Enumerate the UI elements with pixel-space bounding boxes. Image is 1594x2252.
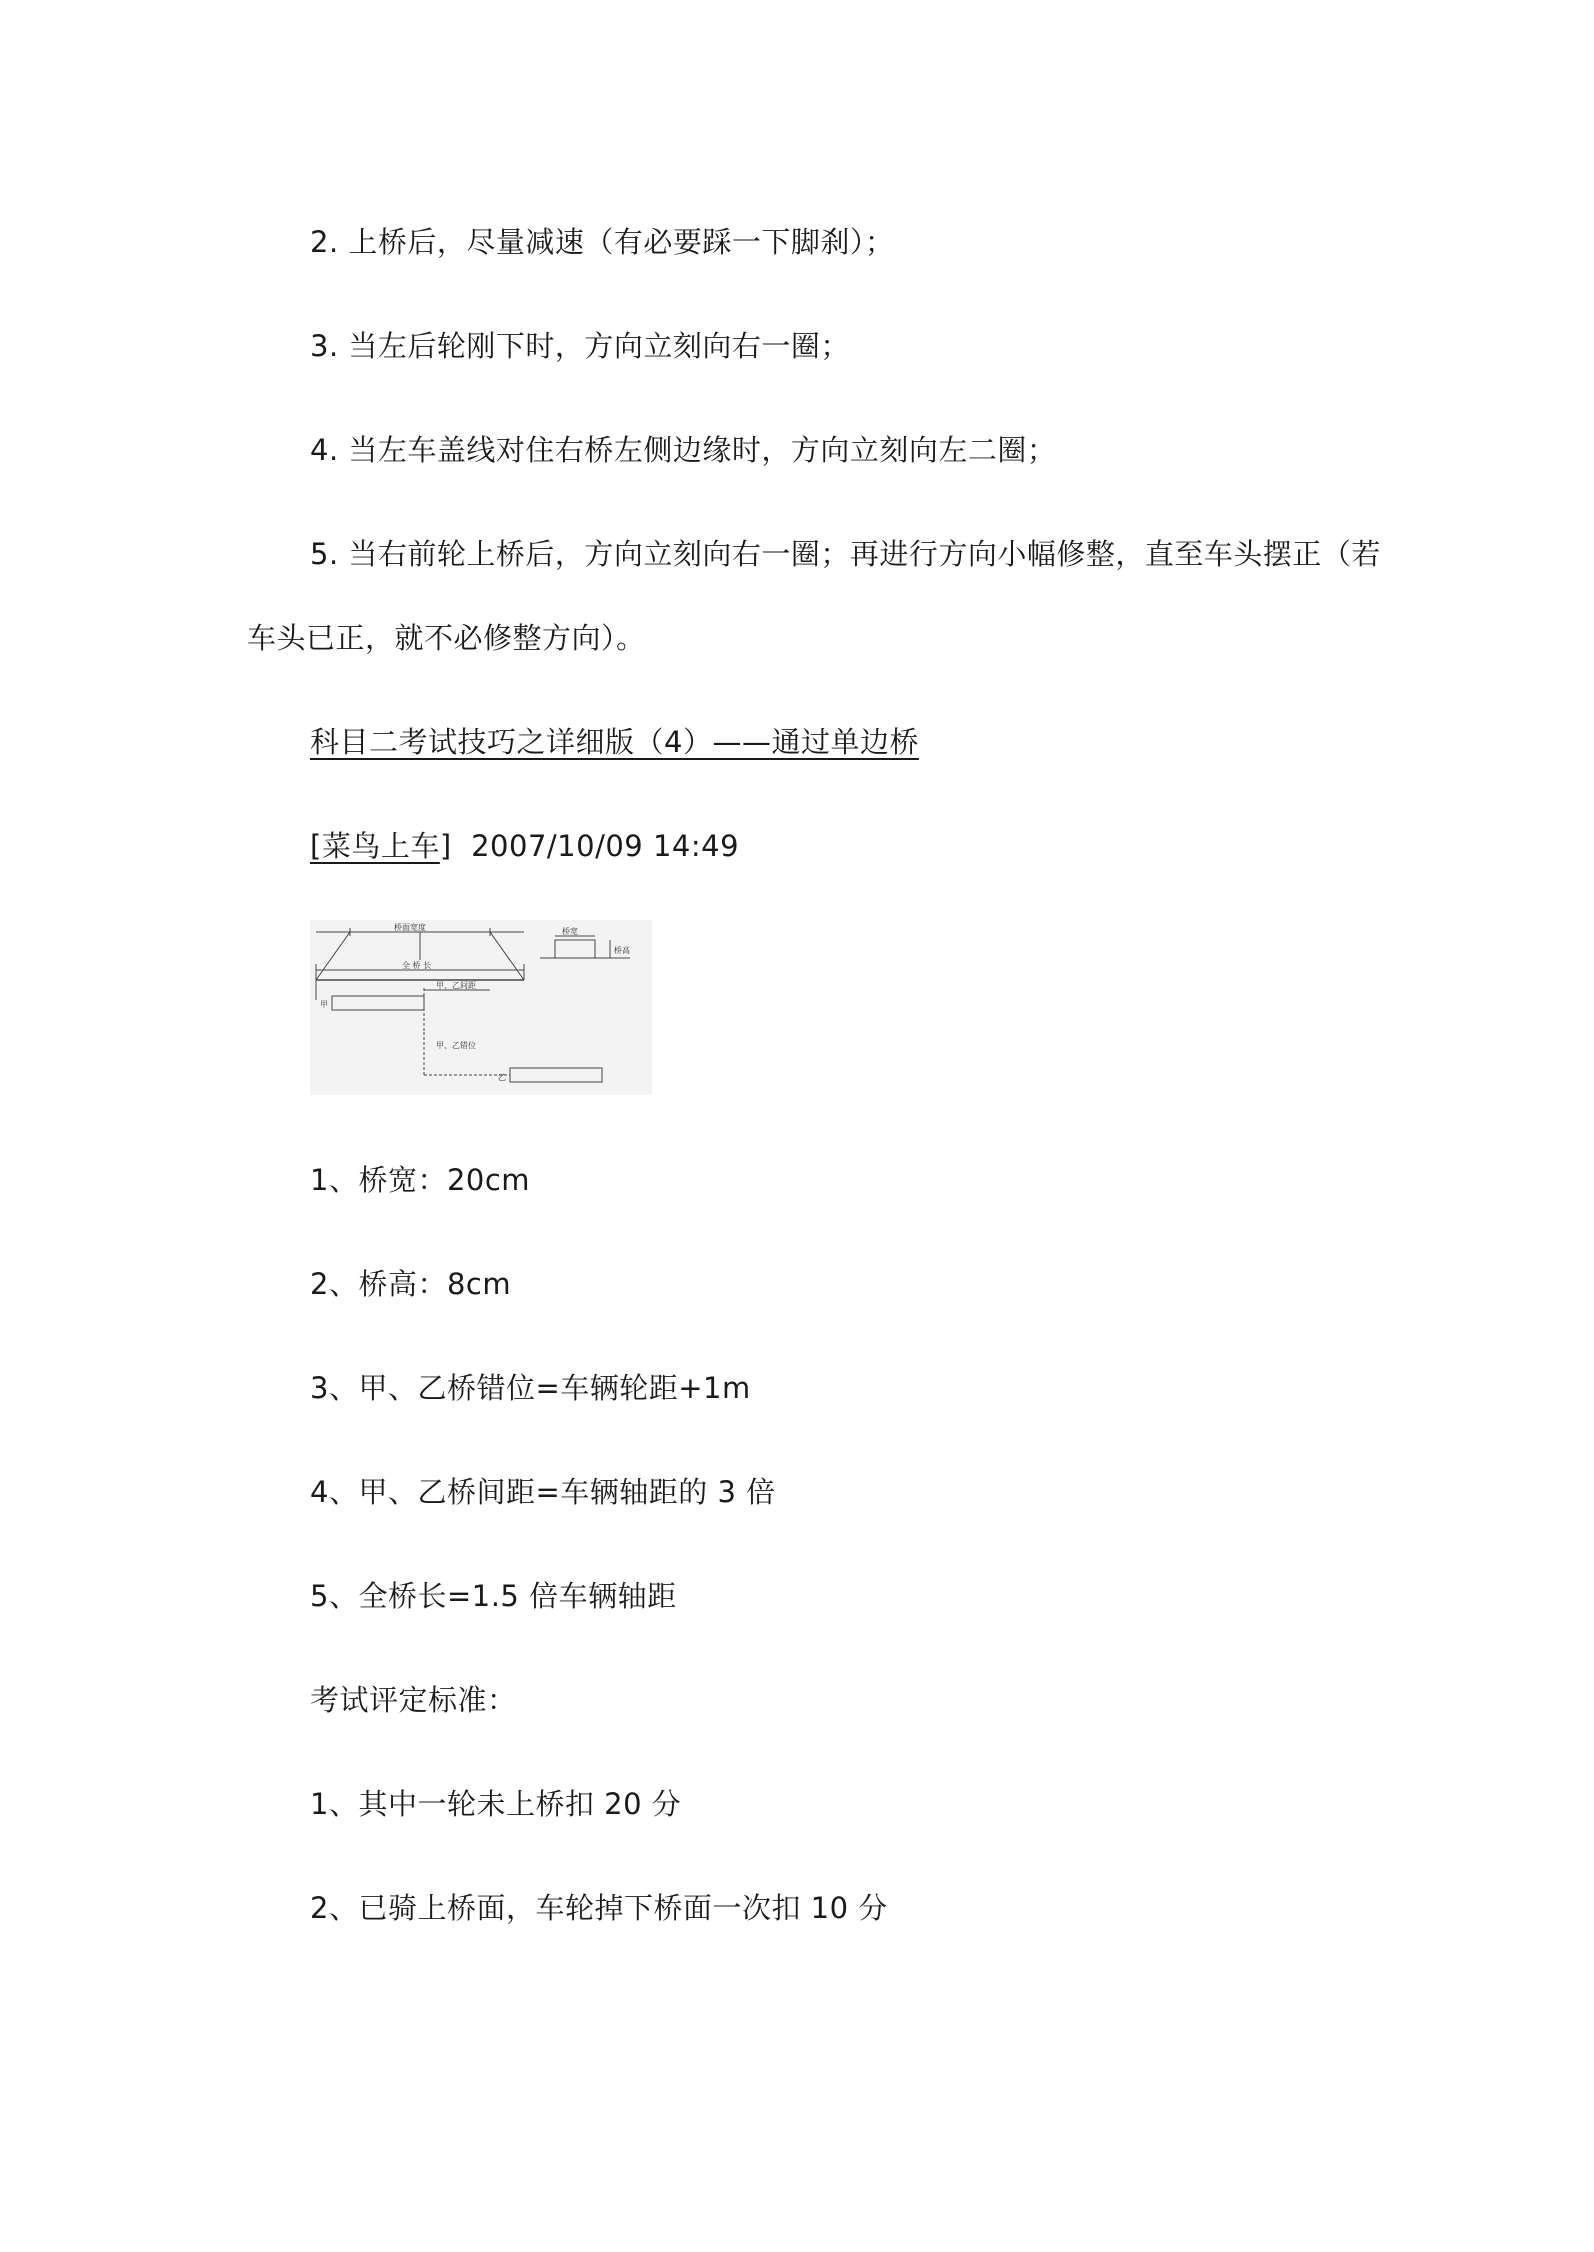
label-bridge-a: 甲 xyxy=(320,1000,328,1009)
step-4: 4. 当左车盖线对住右桥左侧边缘时，方向立刻向左二圈； xyxy=(310,433,1057,467)
author-close-bracket: ] xyxy=(439,829,452,863)
spec-offset: 3、甲、乙桥错位=车辆轮距+1m xyxy=(310,1371,751,1405)
step-2: 2. 上桥后，尽量减速（有必要踩一下脚刹）； xyxy=(310,225,895,259)
label-offset: 甲、乙错位 xyxy=(436,1041,476,1050)
timestamp: 2007/10/09 14:49 xyxy=(471,829,740,863)
criterion-2: 2、已骑上桥面，车轮掉下桥面一次扣 10 分 xyxy=(310,1891,888,1925)
label-gap: 甲、乙间距 xyxy=(436,981,476,990)
step-5-continuation: 车头已正，就不必修整方向）。 xyxy=(247,621,646,655)
label-bridge-height: 桥高 xyxy=(614,946,630,955)
label-bridge-b: 乙 xyxy=(498,1073,506,1082)
author-link[interactable] xyxy=(310,829,440,863)
label-bridge-width: 桥宽 xyxy=(562,927,578,936)
spec-bridge-height: 2、桥高：8cm xyxy=(310,1267,512,1301)
bridge-diagram xyxy=(310,920,652,1095)
label-bridge-surface-width: 桥面宽度 xyxy=(394,923,426,932)
spec-full-length: 5、全桥长=1.5 倍车辆轴距 xyxy=(310,1579,677,1613)
criterion-1: 1、其中一轮未上桥扣 20 分 xyxy=(310,1787,682,1821)
byline xyxy=(310,826,739,866)
label-full-length: 全 桥 长 xyxy=(402,961,432,970)
author-open-bracket: [ xyxy=(310,829,322,863)
step-5: 5. 当右前轮上桥后，方向立刻向右一圈；再进行方向小幅修整，直至车头摆正（若 xyxy=(310,537,1381,571)
step-3: 3. 当左后轮刚下时，方向立刻向右一圈； xyxy=(310,329,850,363)
criteria-heading: 考试评定标准： xyxy=(310,1683,517,1717)
spec-gap: 4、甲、乙桥间距=车辆轴距的 3 倍 xyxy=(310,1475,776,1509)
spec-bridge-width: 1、桥宽：20cm xyxy=(310,1163,531,1197)
article-title-link[interactable]: 科目二考试技巧之详细版（4）——通过单边桥 xyxy=(310,725,919,759)
author-name: 菜鸟上车 xyxy=(321,829,440,863)
